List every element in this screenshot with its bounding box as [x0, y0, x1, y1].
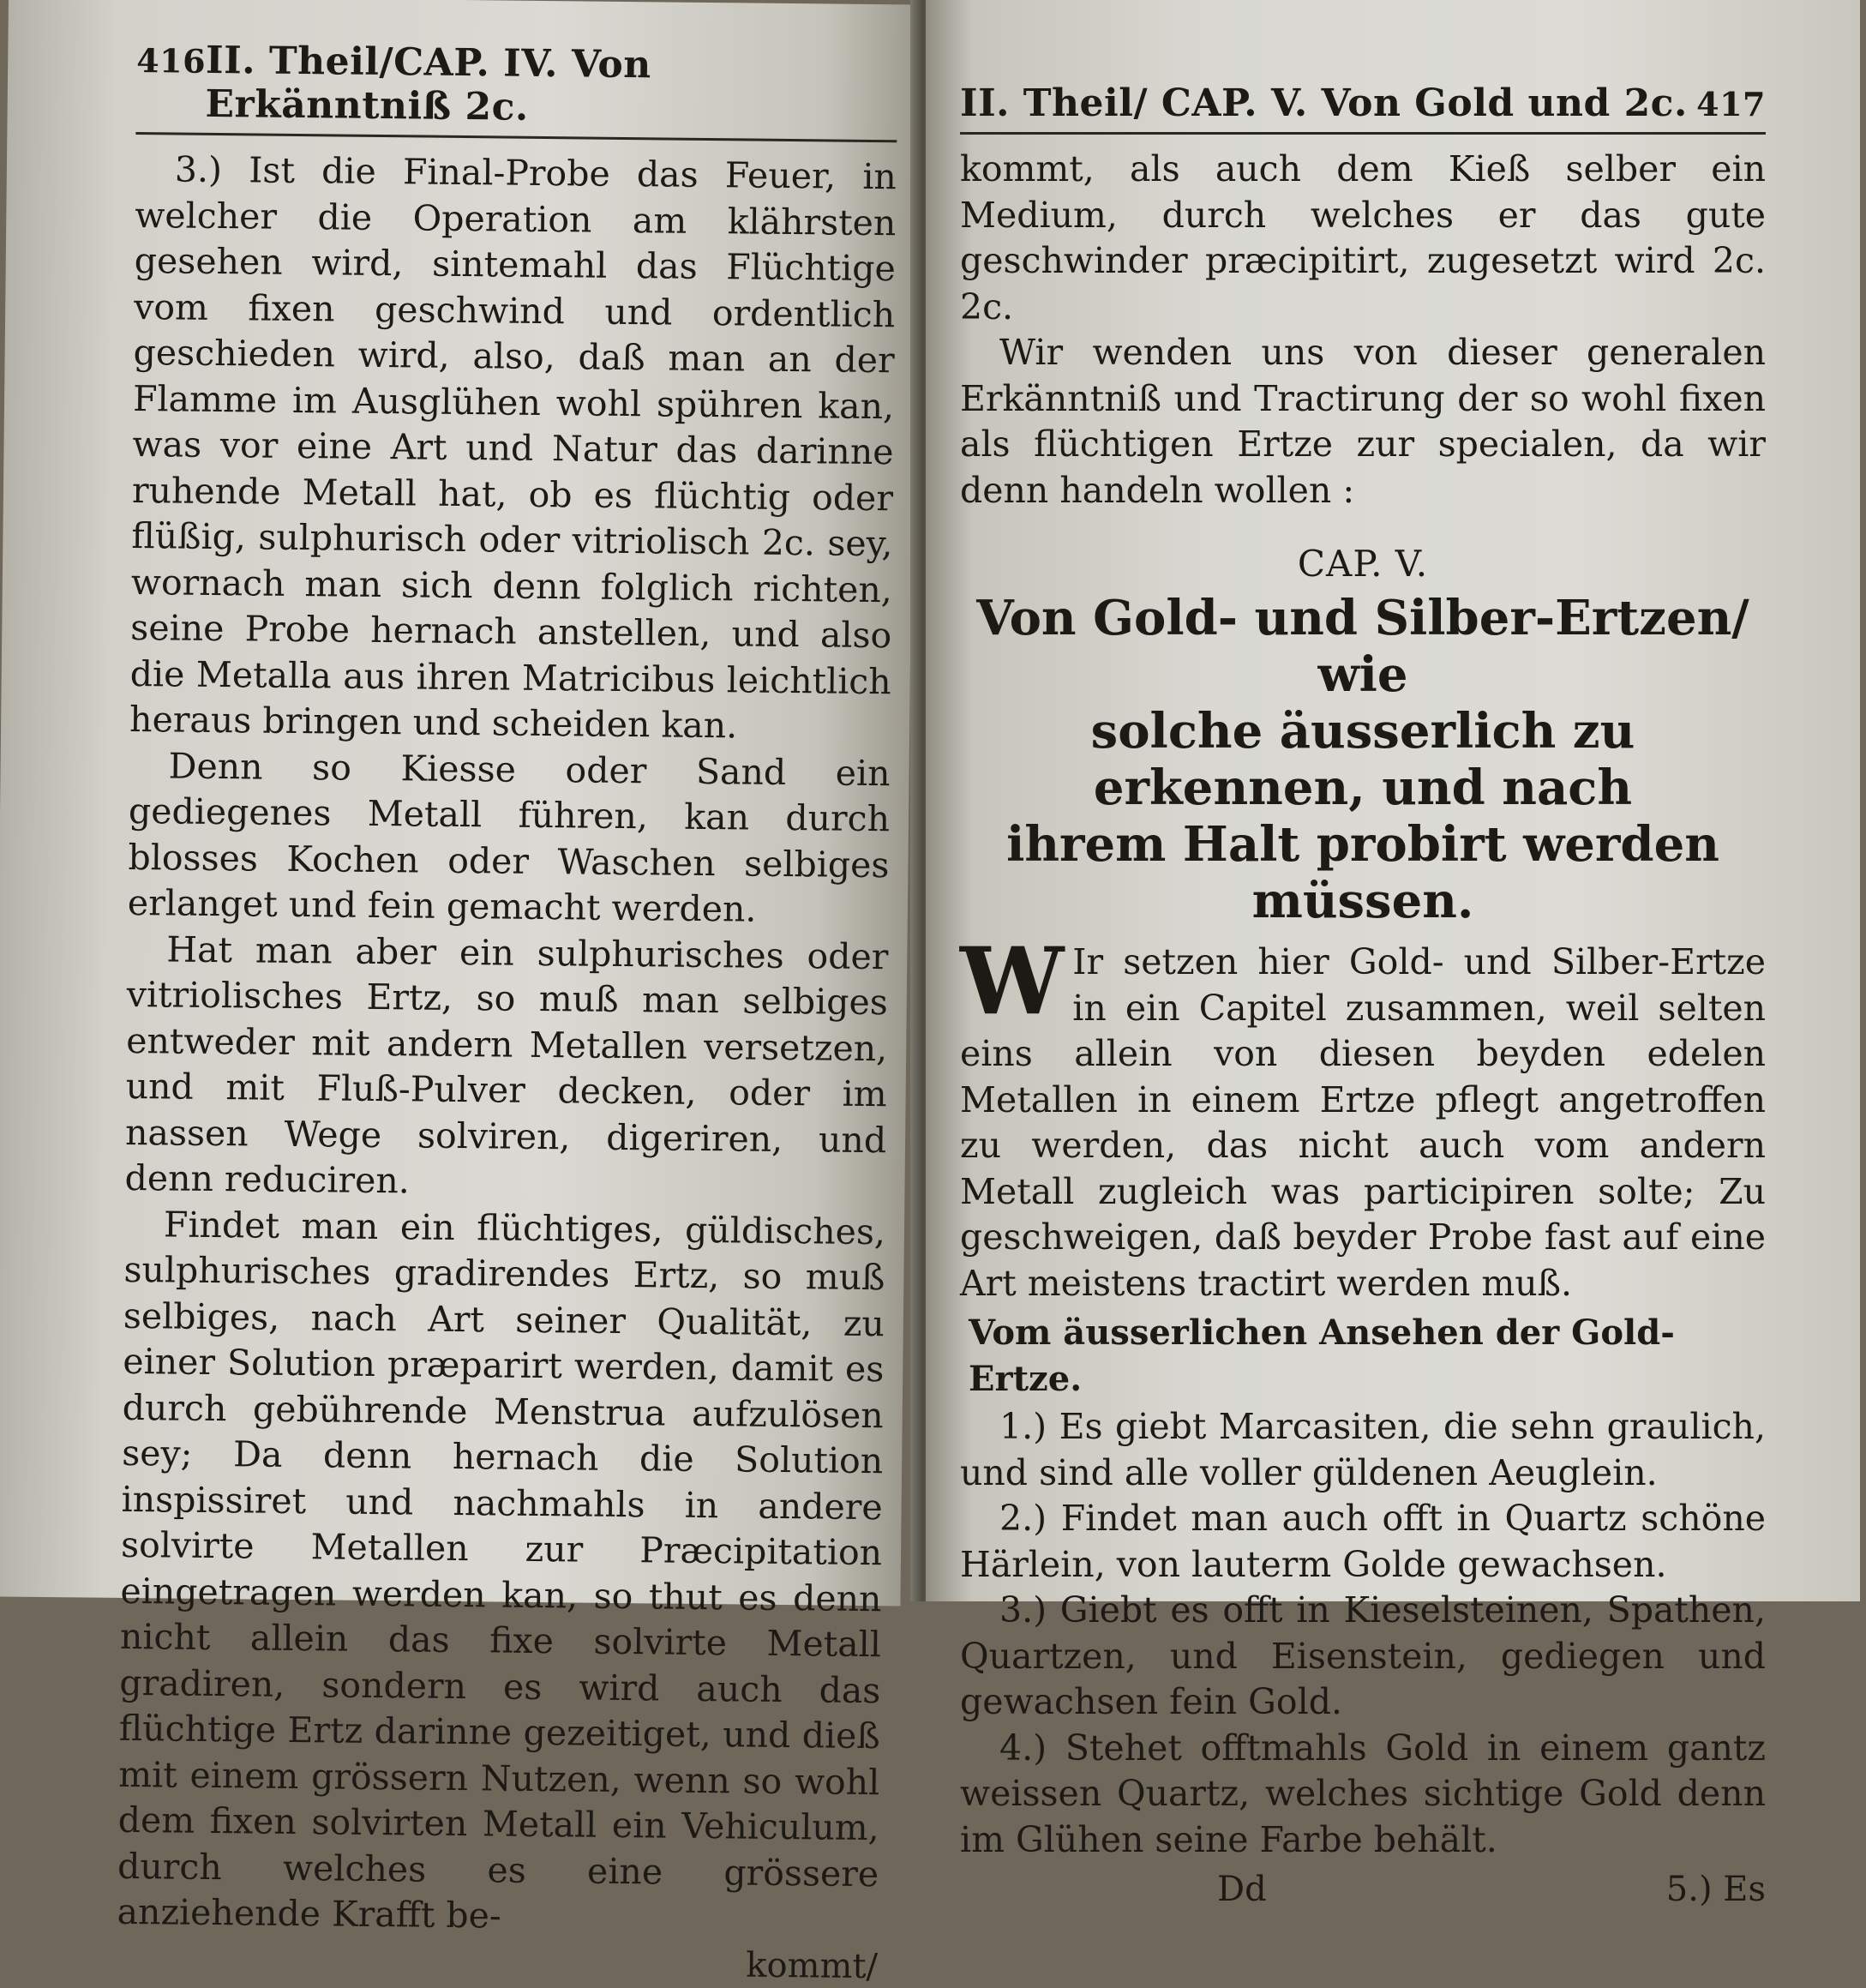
chapter-title-line: solche äusserlich zu erkennen, und nach [1090, 703, 1635, 816]
right-running-head-title: II. Theil/ CAP. V. Von Gold und 2c. [960, 81, 1688, 125]
open-book [9, 0, 1860, 1986]
chapter-title [960, 590, 1766, 929]
left-page [0, 0, 917, 1986]
chapter-title-line: ihrem Halt probirt werden [1006, 816, 1719, 873]
signature-mark: Dd [1217, 1870, 1267, 1909]
chapter-title-line: Von Gold- und Silber-Ertzen/ wie [976, 590, 1749, 703]
section-subheading: Vom äusserlichen Ansehen der Gold-Ertze. [969, 1312, 1675, 1399]
page-footer [960, 1870, 1766, 1909]
left-page-text [117, 147, 897, 1943]
right-page [926, 0, 1860, 1909]
paragraph: Hat man aber ein sulphurisches oder vitriolisches Ertz, so muß man selbiges entweder mit andern Metallen versetzen, und mit Fluß-Pulver decken, oder im nassen Wege solviren, digeriren, und denn reduciren. [124, 928, 889, 1202]
list-item: 2.) Findet man auch offt in Quartz schöne Härlein, von lauterm Golde gewachsen. [960, 1498, 1766, 1585]
left-page-number: 416 [136, 41, 207, 81]
list-item: 4.) Stehet offtmahls Gold in einem gantz weissen Quartz, welches sichtige Gold denn im Glühen seine Farbe behält. [960, 1727, 1766, 1860]
drop-cap: W [960, 928, 1065, 1036]
right-page-number: 417 [1696, 85, 1766, 123]
paragraph: kommt, als auch dem Kieß selber ein Medium, durch welches er das gute geschwinder præcipitirt, zugesetzt wird 2c. 2c. [960, 148, 1766, 327]
paragraph: Findet man ein flüchtiges, güldisches, sulphurisches gradirendes Ertz, so muß selbiges, nach Art seiner Qualität, zu einer Solution præparirt werden, damit es durch gebührende Menstrua aufzulösen sey; Da denn hernach die Solution inspissiret und nachmahls in andere solvirte Metallen zur Præcipitation eingetragen werden kan, so thut es denn nicht allein das fixe solvirte Metall gradiren, sondern es wird auch das flüchtige Ertz darinne gezeitiget, und dieß mit einem grössern Nutzen, wenn so wohl dem fixen solvirten Metall ein Vehiculum, durch welches es eine grössere anziehende Krafft be- [117, 1203, 886, 1937]
left-running-head-title: II. Theil/CAP. IV. Von Erkänntniß 2c. [205, 38, 652, 129]
chapter-label: CAP. V. [1297, 543, 1429, 585]
right-catchword: 5.) Es [1665, 1870, 1766, 1909]
paragraph: 3.) Ist die Final-Probe das Feuer, in welcher die Operation am klährsten gesehen wird, sintemahl das Flüchtige vom fixen geschwind und ordentlich geschieden wird, also, daß man an der Flamme im Ausglühen wohl spühren kan, was vor eine Art und Natur das darinne ruhende Metall hat, ob es flüchtig oder flüßig, sulphurisch oder vitriolisch 2c. sey, wornach man sich denn folglich richten, seine Probe hernach anstellen, und also die Metalla aus ihren Matricibus leichtlich heraus bringen und scheiden kan. [129, 148, 897, 747]
opening-paragraph [960, 928, 1766, 1306]
opening-paragraph-text: Ir setzen hier Gold- und Silber-Ertze in ein Capitel zusammen, weil selten eins allein von diesen beyden edelen Metallen in einem Ertze pflegt angetroffen zu werden, das nicht auch vom andern Metall zugleich was participiren solte; Zu geschweigen, daß beyder Probe fast auf eine Art meistens tractirt werden muß. [960, 941, 1766, 1304]
list-item: 3.) Giebt es offt in Kieselsteinen, Spathen, Quartzen, und Eisenstein, gediegen und gewachsen fein Gold. [960, 1589, 1766, 1722]
right-running-head [960, 81, 1766, 135]
left-running-head [135, 38, 897, 142]
list-item: 1.) Es giebt Marcasiten, die sehn graulich, und sind alle voller güldenen Aeuglein. [960, 1406, 1766, 1493]
paragraph: Wir wenden uns von dieser generalen Erkänntniß und Tractirung der so wohl fixen als flüchtigen Ertze zur specialen, da wir denn handeln wollen : [960, 332, 1766, 511]
right-page-text [960, 147, 1766, 1863]
left-catchword: kommt/ [746, 1945, 879, 1986]
paragraph: Denn so Kiesse oder Sand ein gediegenes Metall führen, kan durch blosses Kochen oder Waschen selbiges erlanget und fein gemacht werden. [127, 744, 891, 930]
chapter-title-line: müssen. [1251, 873, 1474, 929]
